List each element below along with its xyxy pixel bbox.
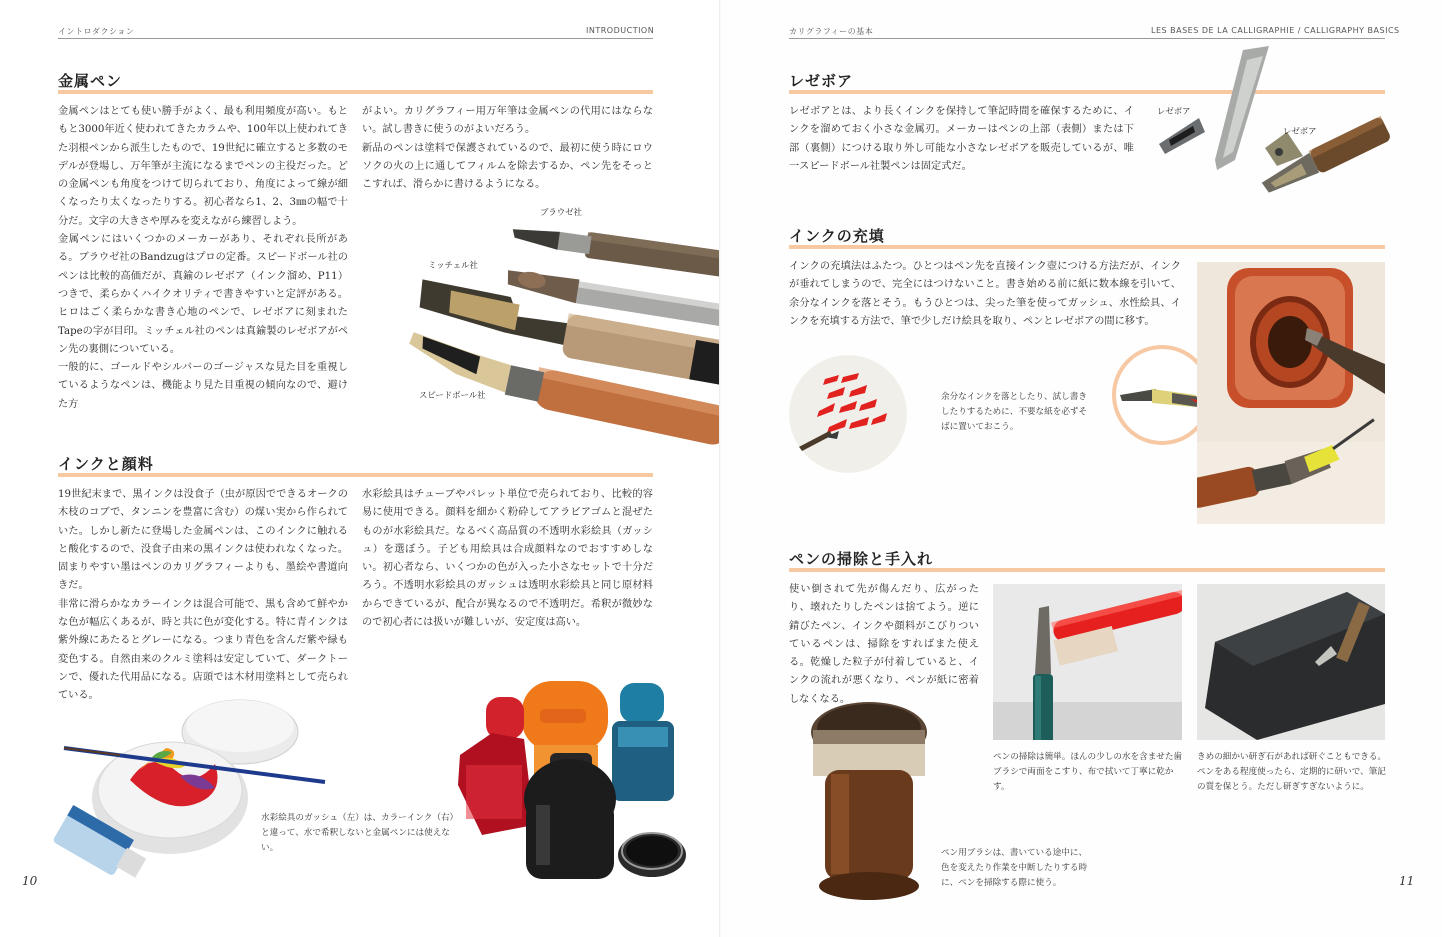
running-head-jp: イントロダクション — [58, 27, 135, 36]
section-title-reservoir: レゼボア — [789, 72, 854, 90]
paragraph: 一般的に、ゴールドやシルバーのゴージャスな見た目を重視しているようなペンは、機能より見た目重視の傾向なので、避けた方 — [58, 362, 348, 410]
running-head-en: LES BASES DE LA CALLIGRAPHIE / CALLIGRAPHY BASICS — [1151, 26, 1400, 35]
label-reservoir-2: レゼボア — [1283, 126, 1317, 136]
running-head-rule — [789, 38, 1385, 39]
label-mitchell: ミッチェル社 — [428, 260, 478, 270]
caption-gouache: 水彩絵具のガッシュ（左）は、カラーインク（右）と違って、水で希釈しないと金属ペンには使えない。 — [261, 813, 454, 853]
caption-spare-paper: 余分なインクを落としたり、試し書きしたりするために、不要な紙を必ずそばに置いておこう。 — [941, 392, 1088, 432]
section-rule — [789, 568, 1385, 572]
paragraph: 金属ペンにはいくつかのメーカーがあり、それぞれ長所がある。ブラウゼ社のBandzugはプロの定番。スピードボール社のペンは比較的高価だが、真鍮のレゼボア（インク溜め、P11）つきで、柔らかくハイクオリティで書きやすいと定評がある。ヒロはごく柔らかな書き心地のペンで、レゼボアに刻まれたTapeの字が目印。ミッチェル社のペンは真鍮製のレゼボアがペン先の裏側についている。 — [58, 234, 348, 355]
paragraph: 金属ペンはとても使い勝手がよく、最も利用頻度が高い。もともと3000年近く使われてきたカラムや、100年以上使われてきた羽根ペンから派生したもので、19世紀に確立すると多数のモデルが登場し、万年筆が主流になるまでペンの主役だった。どの金属ペンも角度をつけて切られており、角度によって線が細くなったり太くなったりする。初心者なら1、2、3㎜の幅で十分だ。文字の大きさや厚みを変えながら練習しよう。 — [58, 106, 348, 227]
running-head-rule — [58, 38, 653, 39]
pen-brush-photo — [805, 700, 933, 904]
metal-pen-col1 — [58, 103, 348, 414]
cleaning-body — [789, 581, 979, 709]
paragraph: 使い倒されて先が傷んだり、広がったり、壊れたりしたペンは捨てよう。逆に錆びたペン、インクや顔料がこびりついているペンは、掃除をすればまた使える。乾燥した粒子が付着していると、インクの流れが悪くなり、ペンが紙に密着しなくなる。 — [789, 584, 979, 705]
label-brause: ブラウゼ社 — [540, 207, 582, 217]
section-title-metal-pen: 金属ペン — [58, 72, 123, 90]
page-number: 11 — [1399, 874, 1415, 888]
paragraph: レゼボアとは、より長くインクを保持して筆記時間を確保するために、インクを溜めておく小さな金属刃。メーカーはペンの上部（表側）または下部（裏側）につける取り外し可能な小さなレゼボアを販売しているが、唯一スピードボール社製ペンは固定式だ。 — [789, 106, 1134, 172]
toothbrush-photo — [993, 584, 1182, 740]
section-title-ink-filling: インクの充填 — [789, 227, 885, 245]
reservoir-body — [789, 103, 1134, 176]
ink-pot-photo — [1197, 262, 1385, 524]
label-speedball: スピードボール社 — [419, 390, 486, 400]
caption-whetstone: きめの細かい研ぎ石があれば研ぐこともできる。ペンをある程度使ったら、定期的に研いで、筆記の質を保とう。ただし研ぎすぎないように。 — [1197, 752, 1387, 792]
section-title-cleaning: ペンの掃除と手入れ — [789, 550, 934, 568]
paragraph: がよい。カリグラフィー用万年筆は金属ペンの代用にはならない。試し書きに使うのがよいだろう。 — [362, 106, 653, 136]
section-rule — [789, 245, 1385, 249]
paragraph: 新品のペンは塗料で保護されているので、最初に使う時にロウソクの火の上に通してフィルムを除去するか、ペン先をそっとこすれば、滑らかに書けるようになる。 — [362, 142, 653, 191]
ink-bottles-photo — [452, 665, 690, 897]
page-number: 10 — [22, 874, 38, 888]
ink-pigment-col1 — [58, 486, 348, 706]
section-title-ink-pigment: インクと顔料 — [58, 455, 154, 473]
paragraph: 19世紀末まで、黒インクは没食子（虫が原因でできるオークの木枝のコブで、タンニンを豊富に含む）の煤い実から作られていた。しかし新たに登場した金属ペンは、このインクに触れると酸化するので、没食子由来の黒インクは使われなくなった。固まりやすい墨はペンのカリグラフィーよりも、墨絵や書道向きだ。 — [58, 489, 348, 592]
gouache-palette-photo — [50, 690, 335, 895]
section-rule — [58, 90, 653, 94]
paragraph: インクの充填法はふたつ。ひとつはペン先を直接インク壺につける方法だが、インクが垂れてしまうので、完全にはつけないこと。書き始める前に紙に数本線を引いて、余分なインクを落とそう。もうひとつは、尖った筆を使ってガッシュ、水性絵具、インクを充填する方法で、筆で少しだけ絵具を取り、ペンとレゼボアの間に移す。 — [789, 261, 1181, 327]
ink-filling-body — [789, 258, 1181, 331]
metal-pen-col2 — [362, 103, 653, 194]
running-head-en: INTRODUCTION — [586, 26, 655, 35]
label-reservoir-1: レゼボア — [1157, 106, 1191, 116]
metal-pens-photo — [395, 215, 721, 450]
right-page — [721, 0, 1442, 937]
whetstone-photo — [1197, 584, 1385, 740]
reservoir-photo — [1153, 40, 1393, 210]
running-head-jp: カリグラフィーの基本 — [789, 27, 874, 36]
caption-toothbrush: ペンの掃除は簡単。ほんの少しの水を含ませた歯ブラシで両面をこすり、布で拭いて丁寧に乾かす。 — [993, 752, 1183, 792]
ink-test-strokes-photo — [789, 355, 907, 473]
paragraph: 非常に滑らかなカラーインクは混合可能で、黒も含めて鮮やかな色が幅広くあるが、時と共に色が変化する。特に青インクは紫外線にあたるとグレーになる。つまり青色を含んだ紫や緑も変色する。自然由来のクルミ塗料は安定していて、ダークトーンで、優れた代用品になる。店頭では木材用塗料として売られている。 — [58, 598, 348, 702]
section-rule — [58, 473, 653, 477]
paragraph: 水彩絵具はチューブやパレット単位で売られており、比較的容易に使用できる。顔料を細かく粉砕してアラビアゴムと混ぜたものが水彩絵具だ。なるべく高品質の不透明水彩絵具（ガッシュ）を選ぼう。子ども用絵具は合成顔料なのでおすすめしない。初心者なら、いくつかの色が入った小さなセットで十分だろう。不透明水彩絵具のガッシュは透明水彩絵具と同じ原材料からできているが、配合が異なるので不透明だ。希釈が微妙なので初心者には扱いが難しいが、安定度は高い。 — [362, 489, 653, 629]
ink-pigment-col2 — [362, 486, 653, 632]
caption-pen-brush: ペン用ブラシは、書いている途中に、色を変えたり作業を中断したりする時に、ペンを掃除する際に使う。 — [941, 848, 1088, 888]
